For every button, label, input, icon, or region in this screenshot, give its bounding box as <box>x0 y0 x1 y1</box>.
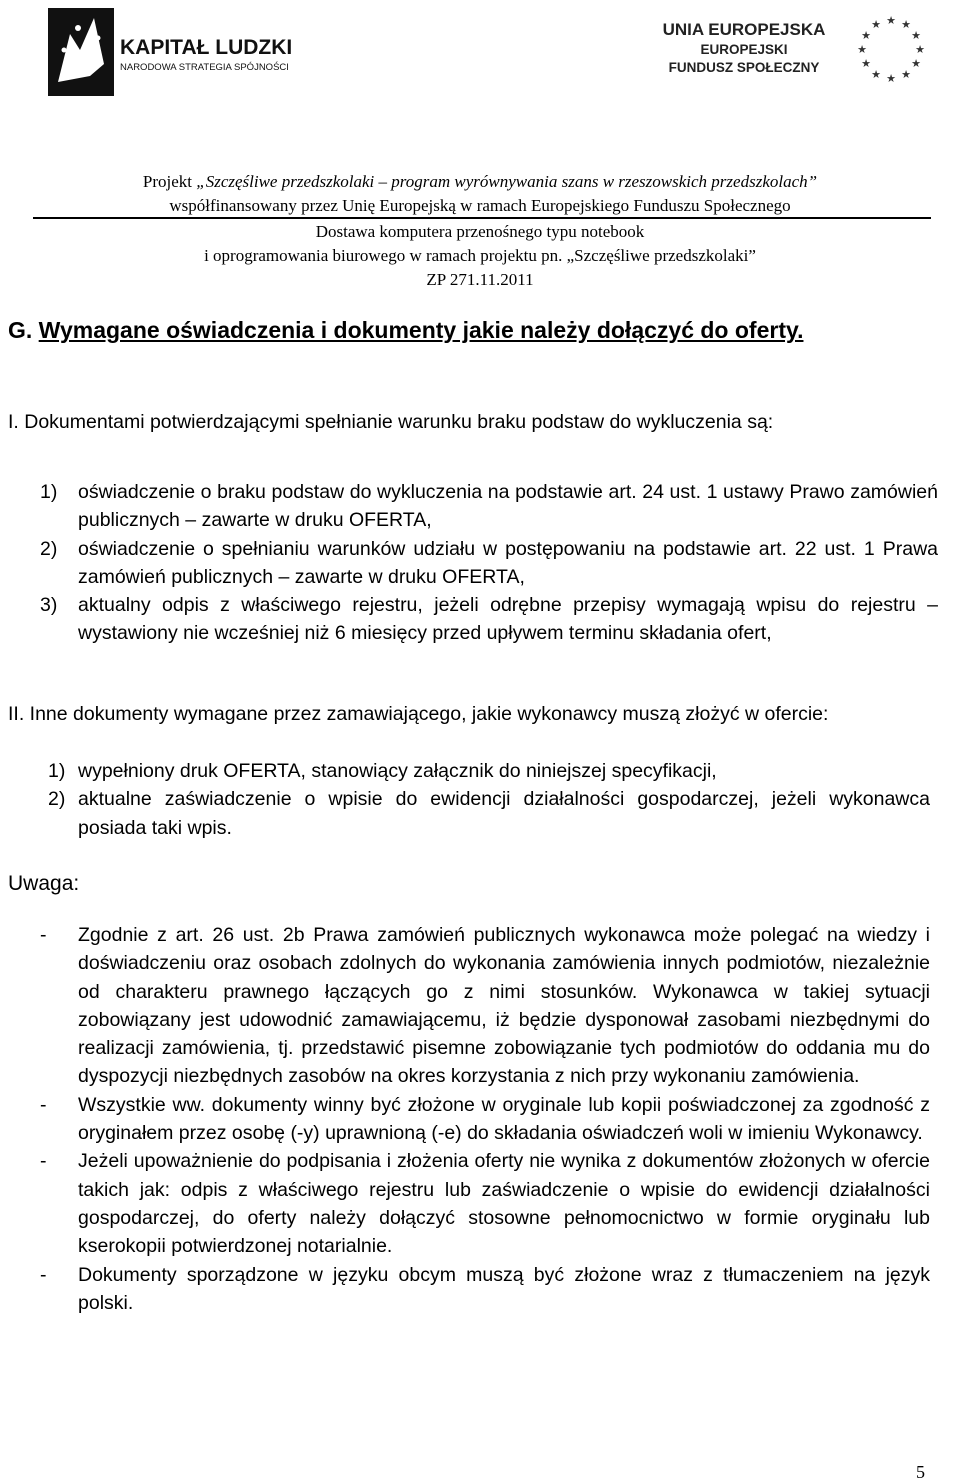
item-text: aktualny odpis z właściwego rejestru, jeżeli odrębne przepisy wymagają wpisu do rejestru – wystawiony nie wcześniej niż 6 miesięcy przed upływem terminu składania ofert, <box>78 594 938 645</box>
item-text: Zgodnie z art. 26 ust. 2b Prawa zamówień publicznych wykonawca może polegać na wiedzy i doświadczeniu oraz osobach zdolnych do wykonania zamówienia innych podmiotów, niezależnie od charakteru prawnego łączących go z nimi stosunków. Wykonawca w takiej sytuacji zobowiązany jest udowodnić zamawiającemu, iż będzie dysponował zasobami niezbędnymi do realizacji zamówienia, tj. przedstawić pisemne zobowiązanie tych podmiotów do oddania mu do dyspozycji niezbędnych zasobów na okres korzystania z nich przy wykonaniu zamówienia. <box>78 924 930 1088</box>
item-number: 1) <box>40 481 58 503</box>
part-2-list <box>8 757 930 842</box>
list-item <box>8 785 930 842</box>
list-item <box>8 757 930 785</box>
item-text: Jeżeli upoważnienie do podpisania i złożenia oferty nie wynika z dokumentów złożonych w ofercie takich jak: odpis z właściwego rejestru lub zaświadczenie o wpisie do ewidencji działalności gospodarczej, do oferty należy dołączyć stosowne pełnomocnictwo w formie oryginału lub kserokopii potwierdzonej notarialnie. <box>78 1150 930 1258</box>
item-text: Dokumenty sporządzone w języku obcym muszą być złożone wraz z tłumaczeniem na język polski. <box>78 1263 930 1314</box>
eu-line2: EUROPEJSKI <box>700 42 788 57</box>
svg-text:★: ★ <box>911 29 921 42</box>
svg-text:★: ★ <box>915 43 925 56</box>
note-list <box>8 921 930 1317</box>
item-dash: - <box>40 1263 47 1286</box>
item-dash: - <box>40 924 47 946</box>
svg-text:★: ★ <box>911 57 921 70</box>
note-item <box>8 1147 930 1260</box>
section-heading: Wymagane oświadczenia i dokumenty jakie należy dołączyć do oferty. <box>38 317 804 343</box>
svg-text:★: ★ <box>901 68 911 81</box>
eu-flag-icon <box>845 8 937 88</box>
project-title: „Szczęśliwe przedszkolaki – program wyrównywania szans w rzeszowskich przedszkolach” <box>196 172 818 191</box>
list-item <box>8 591 938 648</box>
item-number: 2) <box>48 788 66 811</box>
page-number: 5 <box>916 1462 925 1482</box>
project-header <box>0 170 960 218</box>
svg-text:★: ★ <box>886 14 896 27</box>
part-1-list <box>8 478 938 648</box>
subject-line-1: Dostawa komputera przenośnego typu notebook <box>315 222 645 241</box>
svg-text:★: ★ <box>871 18 881 31</box>
part-2-intro: II. Inne dokumenty wymagane przez zamawiającego, jakie wykonawcy muszą złożyć w ofercie: <box>8 703 829 725</box>
item-text: wypełniony druk OFERTA, stanowiący załącznik do niniejszej specyfikacji, <box>78 760 717 782</box>
eu-line3: FUNDUSZ SPOŁECZNY <box>668 60 820 75</box>
list-item <box>8 535 938 592</box>
svg-text:★: ★ <box>886 72 896 85</box>
item-dash: - <box>40 1150 47 1173</box>
part-1 <box>8 408 938 436</box>
kapital-ludzki-logo <box>40 4 310 104</box>
item-number: 3) <box>40 594 58 617</box>
list-item <box>8 478 938 535</box>
note-item <box>8 921 930 1091</box>
header-divider <box>33 217 931 219</box>
subject-line-2: i oprogramowania biurowego w ramach projektu pn. „Szczęśliwe przedszkolaki” <box>204 246 756 265</box>
item-text: aktualne zaświadczenie o wpisie do ewidencji działalności gospodarczej, jeżeli wykonawca posiada taki wpis. <box>78 788 930 839</box>
kapital-ludzki-subtitle: NARODOWA STRATEGIA SPÓJNOŚCI <box>120 62 289 73</box>
kapital-ludzki-title: KAPITAŁ LUDZKI <box>120 36 293 59</box>
project-prefix: Projekt <box>142 172 197 191</box>
eu-logo <box>640 4 940 104</box>
cofinancing-line: współfinansowany przez Unię Europejską w ramach Europejskiego Funduszu Społecznego <box>169 196 791 215</box>
item-text: oświadczenie o braku podstaw do wykluczenia na podstawie art. 24 ust. 1 ustawy Prawo zamówień publicznych – zawarte w druku OFERTA, <box>78 481 938 532</box>
svg-text:★: ★ <box>857 43 867 56</box>
subject-header <box>0 220 960 292</box>
reference-number: ZP 271.11.2011 <box>426 270 534 289</box>
svg-text:★: ★ <box>861 57 871 70</box>
item-dash: - <box>40 1093 47 1116</box>
svg-text:★: ★ <box>861 29 871 42</box>
svg-text:★: ★ <box>901 18 911 31</box>
project-title-line <box>0 170 960 194</box>
part-2 <box>8 700 934 728</box>
item-number: 1) <box>48 760 66 782</box>
item-text: oświadczenie o spełnianiu warunków udziału w postępowaniu na podstawie art. 22 ust. 1 Prawa zamówień publicznych – zawarte w druku OFERTA, <box>78 537 938 588</box>
section-title <box>8 313 908 347</box>
svg-text:★: ★ <box>871 68 881 81</box>
note-label-wrap <box>8 868 938 900</box>
note-item <box>8 1091 930 1148</box>
item-number: 2) <box>40 537 58 560</box>
note-label: Uwaga: <box>8 872 80 895</box>
eu-line1: UNIA EUROPEJSKA <box>662 20 826 39</box>
section-letter: G. <box>8 317 39 343</box>
part-1-intro: I. Dokumentami potwierdzającymi spełnianie warunku braku podstaw do wykluczenia są: <box>8 411 774 433</box>
item-text: Wszystkie ww. dokumenty winny być złożone w oryginale lub kopii poświadczonej za zgodność z oryginałem przez osobę (-y) uprawnioną (-e) do składania oświadczeń woli w imieniu Wykonawcy. <box>78 1093 930 1145</box>
note-item <box>8 1261 930 1318</box>
